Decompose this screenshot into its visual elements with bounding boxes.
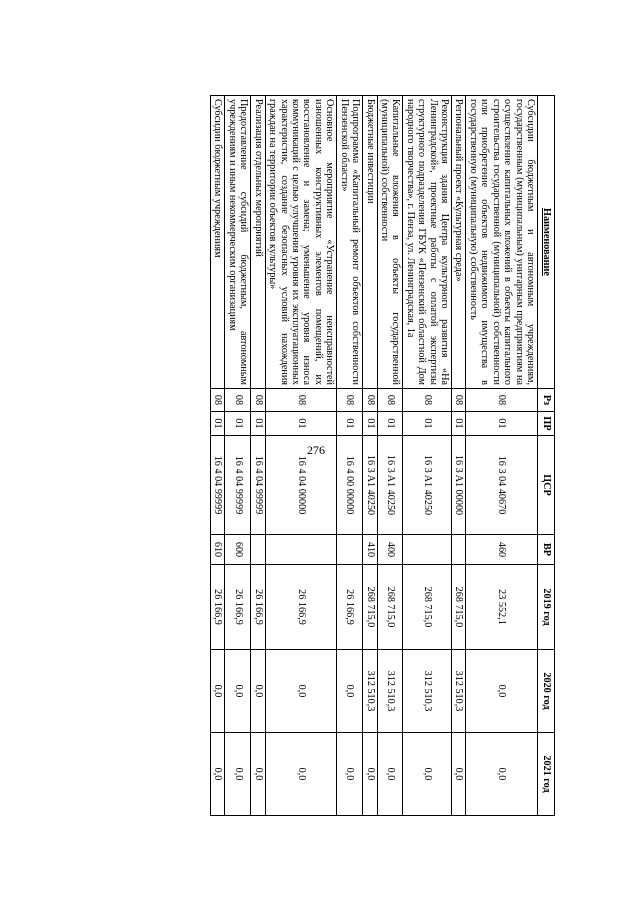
row-vr xyxy=(452,535,466,565)
row-pr: 01 xyxy=(337,412,363,436)
row-2019: 268 715,0 xyxy=(363,565,377,650)
table-row xyxy=(363,96,377,816)
row-2020: 0,0 xyxy=(211,650,225,733)
table-row xyxy=(225,96,251,816)
row-2020: 312 510,3 xyxy=(377,650,403,733)
row-name: Подпрограмма «Капитальный ремонт объектов собственности Пензенской области» xyxy=(337,96,363,389)
row-vr xyxy=(251,535,265,565)
header-2019: 2019 год xyxy=(538,565,555,650)
row-2021: 0,0 xyxy=(377,733,403,816)
row-rz: 08 xyxy=(466,389,538,412)
row-2021: 0,0 xyxy=(265,733,337,816)
row-rz: 08 xyxy=(403,389,452,412)
header-2021: 2021 год xyxy=(538,733,555,816)
header-csr: ЦСР xyxy=(538,436,555,535)
row-2020: 0,0 xyxy=(466,650,538,733)
row-2021: 0,0 xyxy=(251,733,265,816)
header-2020: 2020 год xyxy=(538,650,555,733)
table-row xyxy=(251,96,265,816)
row-rz: 08 xyxy=(251,389,265,412)
row-2020: 0,0 xyxy=(225,650,251,733)
row-rz: 08 xyxy=(337,389,363,412)
row-2020: 312 510,3 xyxy=(363,650,377,733)
table-row xyxy=(403,96,452,816)
row-csr: 16 4 04 00000 xyxy=(265,436,337,535)
row-rz: 08 xyxy=(265,389,337,412)
row-name: Субсидии бюджетным и автономным учреждениям, государственным (муниципальным) унитарным предприятиям на осуществление капитальных вложений в объекты капитального строительства государственной (муниципальной) собственности или приобретение объектов недвижимого имущества в государственную (муниципальную) собственность xyxy=(466,96,538,389)
row-2021: 0,0 xyxy=(403,733,452,816)
row-pr: 01 xyxy=(225,412,251,436)
rotated-table-container xyxy=(85,95,555,815)
page-number: 276 xyxy=(307,443,325,457)
row-2019: 26 166,9 xyxy=(211,565,225,650)
row-2021: 0,0 xyxy=(466,733,538,816)
table-row xyxy=(211,96,225,816)
row-name: Бюджетные инвестиции xyxy=(363,96,377,389)
row-pr: 01 xyxy=(403,412,452,436)
row-rz: 08 xyxy=(363,389,377,412)
row-csr: 16 4 04 99999 xyxy=(251,436,265,535)
row-name: Субсидии бюджетным учреждениям xyxy=(211,96,225,389)
row-2020: 0,0 xyxy=(337,650,363,733)
row-csr: 16 3 A1 40250 xyxy=(403,436,452,535)
row-2021: 0,0 xyxy=(337,733,363,816)
row-rz: 08 xyxy=(377,389,403,412)
row-name: Капитальные вложения в объекты государственной (муниципальной) собственности xyxy=(377,96,403,389)
row-vr: 410 xyxy=(363,535,377,565)
row-vr: 460 xyxy=(466,535,538,565)
row-vr: 600 xyxy=(225,535,251,565)
row-2020: 312 510,3 xyxy=(452,650,466,733)
table-row xyxy=(377,96,403,816)
row-pr: 01 xyxy=(377,412,403,436)
row-vr: 610 xyxy=(211,535,225,565)
row-csr: 16 3 A1 40250 xyxy=(377,436,403,535)
row-csr: 16 3 A1 00000 xyxy=(452,436,466,535)
row-2019: 26 166,9 xyxy=(337,565,363,650)
row-2019: 26 166,9 xyxy=(251,565,265,650)
row-pr: 01 xyxy=(251,412,265,436)
row-csr: 16 4 00 00000 xyxy=(337,436,363,535)
header-rz: Рз xyxy=(538,389,555,412)
row-2019: 268 715,0 xyxy=(452,565,466,650)
row-2021: 0,0 xyxy=(225,733,251,816)
row-rz: 08 xyxy=(225,389,251,412)
row-rz: 08 xyxy=(211,389,225,412)
row-2020: 312 510,3 xyxy=(403,650,452,733)
row-name: Реализация отдельных мероприятий xyxy=(251,96,265,389)
row-2020: 0,0 xyxy=(251,650,265,733)
row-pr: 01 xyxy=(466,412,538,436)
row-name: Предоставление субсидий бюджетным, автономным учреждениям и иным некоммерческим организациям xyxy=(225,96,251,389)
row-vr: 400 xyxy=(377,535,403,565)
row-vr xyxy=(403,535,452,565)
row-pr: 01 xyxy=(211,412,225,436)
row-csr: 16 4 04 99999 xyxy=(225,436,251,535)
row-2019: 268 715,0 xyxy=(377,565,403,650)
row-2019: 26 166,9 xyxy=(225,565,251,650)
row-pr: 01 xyxy=(265,412,337,436)
header-vr: ВР xyxy=(538,535,555,565)
header-name: Наименование xyxy=(538,96,555,389)
row-csr: 16 4 04 99999 xyxy=(211,436,225,535)
row-pr: 01 xyxy=(363,412,377,436)
row-csr: 16 3 A1 40250 xyxy=(363,436,377,535)
budget-table xyxy=(210,95,555,816)
row-2021: 0,0 xyxy=(211,733,225,816)
row-vr xyxy=(337,535,363,565)
row-name: Реконструкция здания Центра культурного развития «На Ленинградской», проектные работы с оплатой экспертизы структурного подразделения ГБУК «Пензенский областной Дом народного творчества», г. Пенза, ул. Ленинградская, 1а xyxy=(403,96,452,389)
header-pr: ПР xyxy=(538,412,555,436)
table-row xyxy=(265,96,337,816)
row-2019: 23 552,1 xyxy=(466,565,538,650)
row-rz: 08 xyxy=(452,389,466,412)
row-vr xyxy=(265,535,337,565)
row-2021: 0,0 xyxy=(363,733,377,816)
row-2021: 0,0 xyxy=(452,733,466,816)
table-row xyxy=(337,96,363,816)
row-2020: 0,0 xyxy=(265,650,337,733)
row-pr: 01 xyxy=(452,412,466,436)
table-header-row xyxy=(538,96,555,816)
row-2019: 26 166,9 xyxy=(265,565,337,650)
row-name: Основное мероприятие «Устранение неисправностей изношенных конструктивных элементов помещений, их восстановление и замена; уменьшение уровня износа коммуникаций с целью улучшения уровня их эксплуатационных характеристик, создание безопасных условий нахождения граждан на территории объектов культуры» xyxy=(265,96,337,389)
table-row xyxy=(466,96,538,816)
row-2019: 268 715,0 xyxy=(403,565,452,650)
row-csr: 16 3 04 40670 xyxy=(466,436,538,535)
table-row xyxy=(452,96,466,816)
row-name: Региональный проект «Культурная среда» xyxy=(452,96,466,389)
